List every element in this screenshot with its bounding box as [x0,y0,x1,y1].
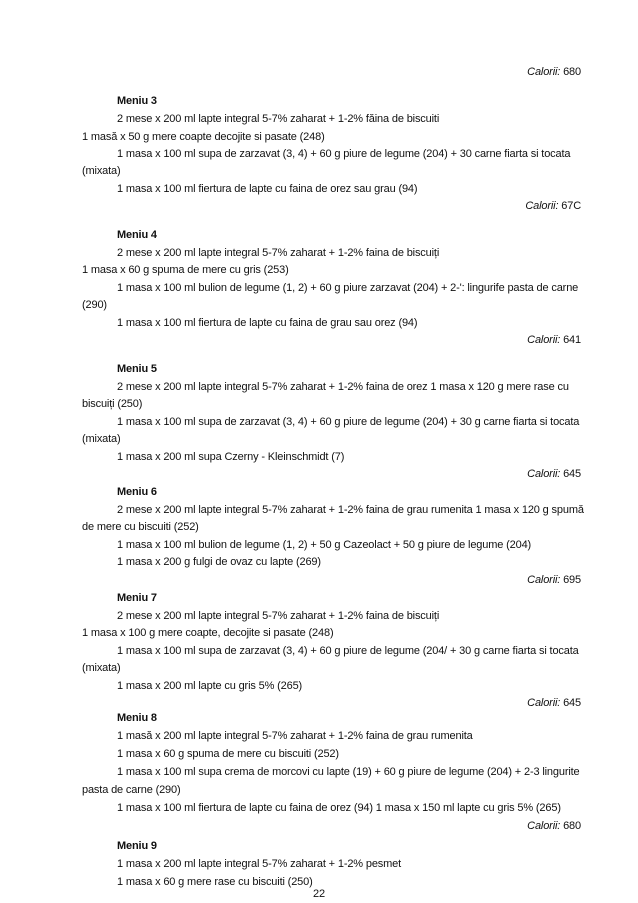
menu-line: (mixata) [82,433,121,445]
menu-line: 1 masă x 200 ml lapte integral 5-7% zaharat + 1-2% faina de grau rumenita [117,730,473,742]
menu-title: Meniu 5 [117,363,157,375]
calories-label: Calorii: [527,697,561,709]
menu-line: 2 mese x 200 ml lapte integral 5-7% zaharat + 1-2% faina de biscuiți [117,610,440,622]
menu-line: 1 masa x 100 ml supa de zarzavat (3, 4) + 60 g piure de legume (204) + 30 carne fiarta si tocata [117,148,571,160]
menu-title: Meniu 7 [117,592,157,604]
calories-line [527,468,581,481]
menu-line: 2 mese x 200 ml lapte integral 5-7% zaharat + 1-2% faina de biscuiți [117,247,440,259]
calories-label: Calorii: [527,468,561,480]
menu-line: 1 masa x 60 g mere rase cu biscuiti (250) [117,876,313,888]
menu-title: Meniu 4 [117,229,157,241]
calories-line [527,334,581,347]
menu-title: Meniu 8 [117,712,157,724]
calories-label: Calorii: [527,66,561,78]
menu-line: 1 masa x 100 ml fiertura de lapte cu faina de orez sau grau (94) [117,183,418,195]
menu-line: (290) [82,299,107,311]
calories-label: Calorii: [527,574,561,586]
menu-line: 2 mese x 200 ml lapte integral 5-7% zaharat + 1-2% faina de orez 1 masa x 120 g mere rase cu [117,381,569,393]
calories-line [527,574,581,587]
menu-line: (mixata) [82,165,121,177]
calories-value: 680 [563,820,581,832]
menu-line: 1 masa x 100 ml supa crema de morcovi cu lapte (19) + 60 g piure de legume (204) + 2-3 lingurite [117,766,580,778]
menu-line: pasta de carne (290) [82,784,181,796]
menu-title: Meniu 6 [117,486,157,498]
menu-line: 1 masa x 100 g mere coapte, decojite si pasate (248) [82,627,334,639]
calories-label: Calorii: [527,334,561,346]
menu-line: 1 masa x 200 ml lapte cu gris 5% (265) [117,680,303,692]
calories-label: Calorii: [525,200,559,212]
calories-line [527,697,581,710]
menu-line: 1 masa x 100 ml bulion de legume (1, 2) + 60 g piure zarzavat (204) + 2-': lingurife pasta de carne [117,282,579,294]
menu-line: 1 masa x 100 ml fiertura de lapte cu faina de orez (94) 1 masa x 150 ml lapte cu gris 5% (265) [117,802,561,814]
menu-line: 1 masa x 200 g fulgi de ovaz cu lapte (269) [117,556,321,568]
menu-line: 1 masa x 100 ml supa de zarzavat (3, 4) + 60 g piure de legume (204) + 30 g carne fiarta si tocata [117,416,580,428]
menu-line: 1 masa x 200 ml supa Czerny - Kleinschmidt (7) [117,451,345,463]
menu-title: Meniu 9 [117,840,157,852]
calories-value: 641 [563,334,581,346]
page-number: 22 [313,888,325,900]
calories-line [527,820,581,833]
calories-value: 645 [563,468,581,480]
menu-line: de mere cu biscuiti (252) [82,521,199,533]
calories-line [525,200,581,213]
menu-line: (mixata) [82,662,121,674]
calories-value: 695 [563,574,581,586]
menu-line: 1 masa x 200 ml lapte integral 5-7% zaharat + 1-2% pesmet [117,858,402,870]
menu-line: 1 masa x 100 ml fiertura de lapte cu faina de grau sau orez (94) [117,317,418,329]
calories-value: 67C [561,200,581,212]
menu-line: 2 mese x 200 ml lapte integral 5-7% zaharat + 1-2% faina de grau rumenita 1 masa x 120 g spumă [117,504,584,516]
menu-line: 1 masa x 60 g spuma de mere cu gris (253) [82,264,289,276]
calories-label: Calorii: [527,820,561,832]
calories-value: 645 [563,697,581,709]
calories-value: 680 [563,66,581,78]
menu-line: 1 masa x 60 g spuma de mere cu biscuiti (252) [117,748,339,760]
menu-line: biscuiți (250) [82,398,143,410]
menu-title: Meniu 3 [117,95,157,107]
menu-line: 1 masa x 100 ml supa de zarzavat (3, 4) + 60 g piure de legume (204/ + 30 g carne fiarta si tocata [117,645,579,657]
calories-line [527,66,581,79]
menu-line: 1 masa x 100 ml bulion de legume (1, 2) + 50 g Cazeolact + 50 g piure de legume (204) [117,539,532,551]
menu-line: 2 mese x 200 ml lapte integral 5-7% zaharat + 1-2% făina de biscuiti [117,113,440,125]
menu-line: 1 masă x 50 g mere coapte decojite si pasate (248) [82,131,325,143]
